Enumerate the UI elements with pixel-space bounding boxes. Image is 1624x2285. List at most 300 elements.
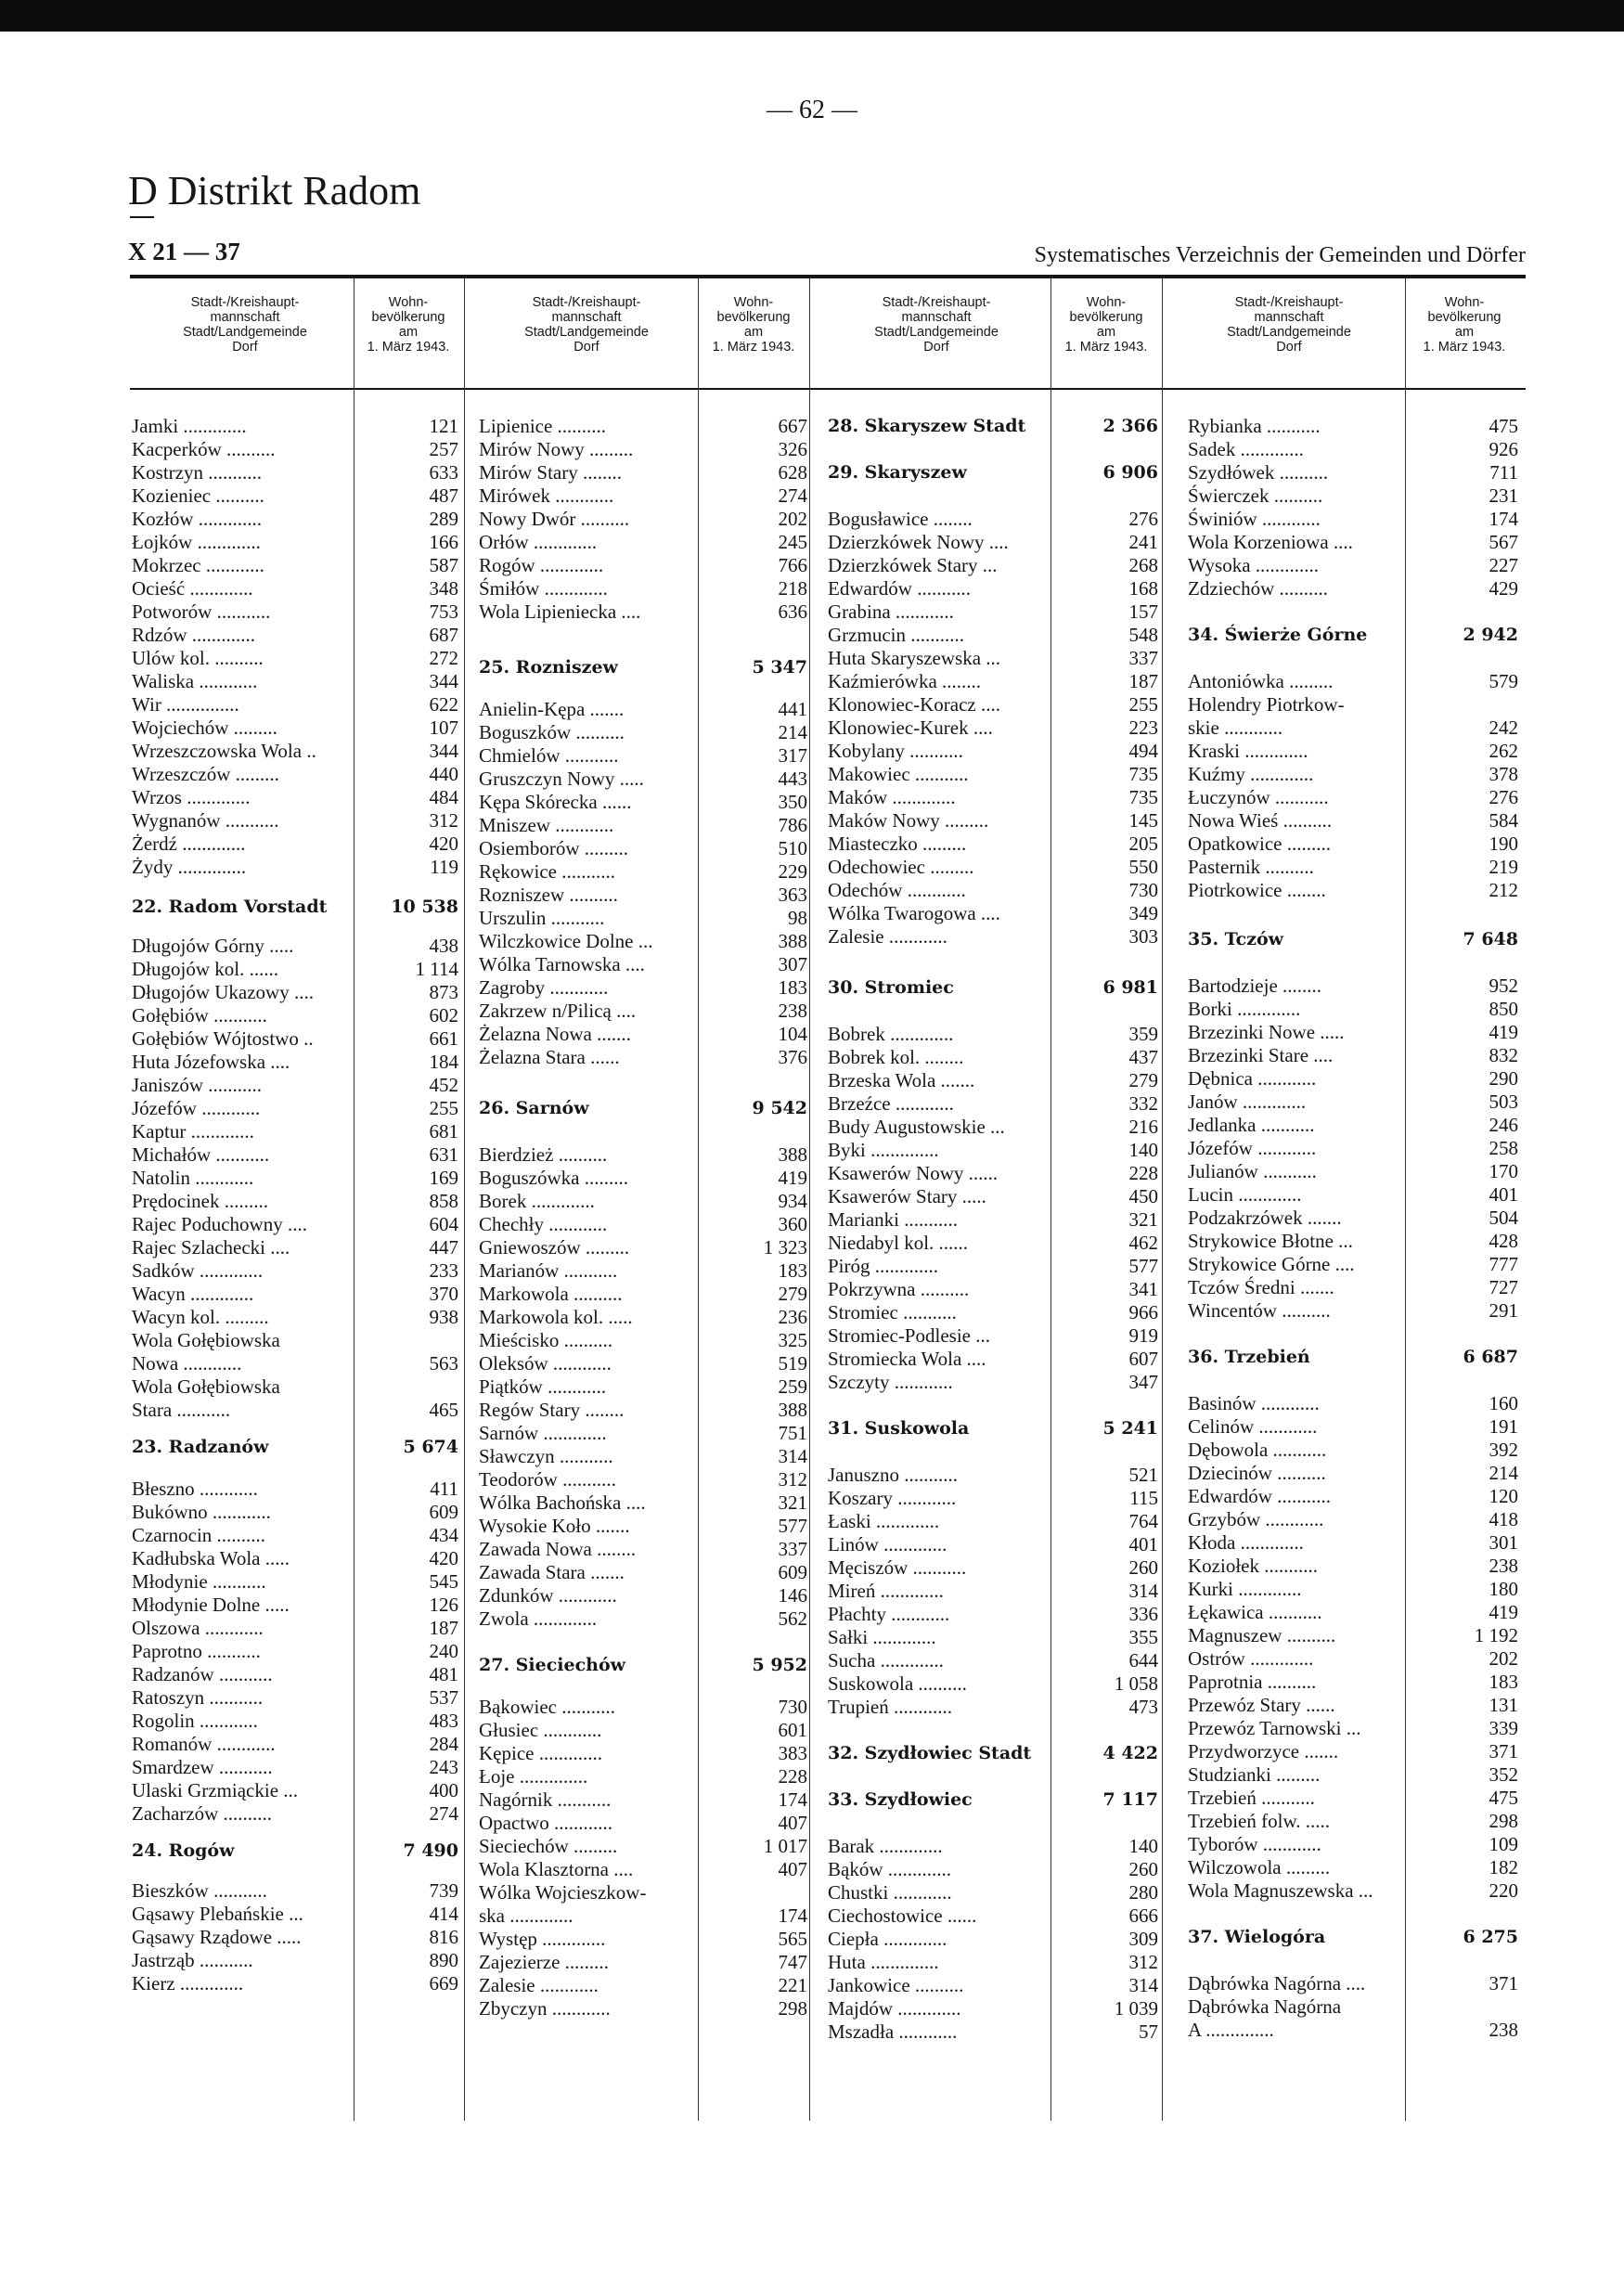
- locality-row: [132, 484, 458, 508]
- place-name: Ulów kol. ..........: [132, 647, 264, 669]
- place-name: Wilczowola .........: [1188, 1856, 1331, 1878]
- population-value: 314: [778, 1445, 807, 1467]
- place-name: Stromiecka Wola ....: [828, 1348, 986, 1370]
- place-name: Bobrek kol. ........: [828, 1046, 964, 1068]
- population-value: 1 192: [1474, 1624, 1518, 1646]
- place-name: Budy Augustowskie ...: [828, 1116, 1005, 1138]
- population-value: 168: [1128, 577, 1158, 600]
- locality-row: [1188, 975, 1518, 998]
- locality-row: [828, 879, 1158, 902]
- population-value: 212: [1489, 879, 1518, 901]
- place-name: Łojków .............: [132, 531, 261, 553]
- locality-row: [1188, 1439, 1518, 1462]
- population-value: 260: [1128, 1556, 1158, 1579]
- population-value: 371: [1489, 1972, 1518, 1995]
- place-name: Czarnocin ..........: [132, 1524, 266, 1546]
- population-value: 272: [429, 647, 458, 669]
- locality-row: [479, 791, 807, 814]
- population-value: 370: [429, 1283, 458, 1305]
- population-value: 236: [778, 1306, 807, 1328]
- locality-row: [1188, 531, 1518, 554]
- place-name: Boguszków ..........: [479, 721, 625, 743]
- column-divider: [809, 278, 810, 2121]
- place-name: Ulaski Grzmiąckie ...: [132, 1779, 299, 1801]
- place-name: Wola Magnuszewska ...: [1188, 1879, 1373, 1902]
- population-value: 104: [778, 1023, 807, 1045]
- population-value: 666: [1128, 1904, 1158, 1927]
- place-name: Świerczek ..........: [1188, 484, 1323, 507]
- population-value: 107: [429, 716, 458, 739]
- place-name: 37. Wielogóra: [1188, 1927, 1326, 1947]
- locality-row: [479, 1584, 807, 1607]
- locality-row: [132, 1640, 458, 1663]
- locality-row: [828, 1092, 1158, 1116]
- population-value: 309: [1128, 1928, 1158, 1950]
- locality-row: [828, 1464, 1158, 1487]
- locality-row: [828, 647, 1158, 670]
- population-value: 274: [429, 1802, 458, 1825]
- population-value: 753: [429, 600, 458, 623]
- place-name: Opatkowice .........: [1188, 833, 1331, 855]
- place-name: Anielin-Kępa .......: [479, 698, 625, 720]
- locality-row: [1188, 1230, 1518, 1253]
- place-name: Sucha .............: [828, 1649, 944, 1672]
- district-row: [132, 1840, 458, 1863]
- population-value: 214: [1489, 1462, 1518, 1484]
- population-value: 169: [429, 1167, 458, 1189]
- place-name: Rozniszew ..........: [479, 884, 618, 906]
- population-value: 419: [1489, 1601, 1518, 1623]
- population-value: 418: [1489, 1508, 1518, 1530]
- locality-row: [479, 1515, 807, 1538]
- place-name: Barak .............: [828, 1835, 943, 1857]
- place-name: Długojów Ukazowy ....: [132, 981, 314, 1003]
- locality-row: [1188, 1207, 1518, 1230]
- place-name: Trzebień ...........: [1188, 1787, 1315, 1809]
- locality-row: [132, 508, 458, 531]
- place-name: Wola Gołębiowska: [132, 1329, 280, 1351]
- locality-row: [1188, 1647, 1518, 1671]
- place-name: Młodynie ...........: [132, 1570, 266, 1593]
- place-name: Klonowiec-Koracz ....: [828, 693, 1001, 716]
- locality-row: [828, 1881, 1158, 1904]
- locality-row: [828, 1696, 1158, 1719]
- population-value: 359: [1128, 1023, 1158, 1045]
- place-name: Sałki .............: [828, 1626, 936, 1648]
- place-name: Występ .............: [479, 1928, 606, 1950]
- population-value: 481: [429, 1663, 458, 1685]
- district-row: [828, 1417, 1158, 1440]
- place-name: Kuźmy .............: [1188, 763, 1314, 785]
- population-value: 1 039: [1114, 1997, 1158, 2020]
- place-name: Żelazna Nowa .......: [479, 1023, 631, 1045]
- place-name: Huta ..............: [828, 1951, 939, 1973]
- population-value: 187: [1128, 670, 1158, 692]
- header-pop-3: Wohn- bevölkerung am 1. März 1943.: [1064, 295, 1148, 355]
- locality-row: [1188, 1392, 1518, 1415]
- place-name: Ciechostowice ......: [828, 1904, 977, 1927]
- locality-row: [828, 1116, 1158, 1139]
- place-name: Brzeźce ............: [828, 1092, 954, 1115]
- place-name: Zalesie ............: [479, 1974, 599, 1996]
- population-value: 257: [429, 438, 458, 460]
- place-name: Brzezinki Stare ....: [1188, 1044, 1334, 1066]
- place-name: Ksawerów Nowy ......: [828, 1162, 999, 1184]
- population-value: 584: [1489, 809, 1518, 832]
- locality-row: [828, 1904, 1158, 1928]
- place-name: Wysokie Koło .......: [479, 1515, 630, 1537]
- population-value: 182: [1489, 1856, 1518, 1878]
- locality-row: [132, 1802, 458, 1826]
- header-name-4: Stadt-/Kreishaupt- mannschaft Stadt/Landgemeinde Dorf: [1227, 295, 1351, 355]
- locality-row: [1188, 508, 1518, 531]
- population-value: 414: [429, 1903, 458, 1925]
- population-value: 644: [1128, 1649, 1158, 1672]
- locality-row: [479, 1190, 807, 1213]
- place-name: Ciepła .............: [828, 1928, 947, 1950]
- population-value: 174: [778, 1788, 807, 1811]
- place-name: Kozieniec ..........: [132, 484, 264, 507]
- locality-row: [132, 1236, 458, 1259]
- population-value: 378: [1489, 763, 1518, 785]
- place-name: Ostrów .............: [1188, 1647, 1314, 1670]
- place-name: Zawada Nowa ........: [479, 1538, 637, 1560]
- place-name: Teodorów ...........: [479, 1468, 616, 1491]
- locality-row: [828, 1348, 1158, 1371]
- place-name: Józefów ............: [1188, 1137, 1317, 1159]
- locality-row: [479, 1422, 807, 1445]
- place-name: Opactwo ............: [479, 1812, 613, 1834]
- place-name: Edwardów ...........: [828, 577, 971, 600]
- place-name: Urszulin ...........: [479, 907, 605, 929]
- place-name: 33. Szydłowiec: [828, 1789, 973, 1810]
- population-value: 174: [778, 1904, 807, 1927]
- place-name: Dąbrówka Nagórna ....: [1188, 1972, 1366, 1995]
- place-name: Kaptur .............: [132, 1120, 254, 1142]
- population-value: 301: [1489, 1531, 1518, 1554]
- locality-row: [479, 1167, 807, 1190]
- place-name: Dębowola ...........: [1188, 1439, 1327, 1461]
- place-name: Stara ...........: [132, 1399, 231, 1421]
- population-value: 363: [778, 884, 807, 906]
- place-name: 22. Radom Vorstadt: [132, 897, 328, 917]
- population-value: 140: [1128, 1835, 1158, 1857]
- place-name: Wilczkowice Dolne ...: [479, 930, 653, 952]
- place-name: Zajezierze .........: [479, 1951, 609, 1973]
- place-name: Janów .............: [1188, 1091, 1307, 1113]
- place-name: Zdunków ............: [479, 1584, 617, 1607]
- locality-row: [828, 763, 1158, 786]
- place-name: Tczów Średni .......: [1188, 1276, 1334, 1298]
- place-name: Romanów ............: [132, 1733, 276, 1755]
- place-name: Żerdź .............: [132, 833, 246, 855]
- place-name: Niedabyl kol. ......: [828, 1232, 969, 1254]
- title-underline: [130, 216, 154, 218]
- population-value: 388: [778, 1399, 807, 1421]
- place-name: Mszadła ............: [828, 2020, 958, 2043]
- population-value: 131: [1489, 1694, 1518, 1716]
- place-name: Holendry Piotrkow-: [1188, 693, 1345, 716]
- locality-row: [479, 1561, 807, 1584]
- locality-row: [132, 763, 458, 786]
- place-name: Bąków .............: [828, 1858, 951, 1880]
- place-name: Byki ..............: [828, 1139, 939, 1161]
- locality-row: [1188, 438, 1518, 461]
- place-name: Sadek .............: [1188, 438, 1304, 460]
- place-name: Bobrek .............: [828, 1023, 954, 1045]
- population-value: 735: [1128, 786, 1158, 808]
- column-divider: [1162, 278, 1163, 2121]
- locality-row: [1188, 1091, 1518, 1114]
- place-name: 30. Stromiec: [828, 977, 954, 998]
- district-row: [479, 656, 807, 679]
- place-name: Nowa Wieś ..........: [1188, 809, 1333, 832]
- population-value: 420: [429, 1547, 458, 1569]
- place-name: Męciszów ...........: [828, 1556, 967, 1579]
- population-value: 259: [778, 1375, 807, 1398]
- locality-row: [828, 1997, 1158, 2020]
- place-name: Gniewoszów .........: [479, 1236, 630, 1259]
- population-value: 314: [1128, 1580, 1158, 1602]
- locality-row: [828, 1139, 1158, 1162]
- header-pop-4: Wohn- bevölkerung am 1. März 1943.: [1423, 295, 1506, 355]
- place-name: Głusiec ............: [479, 1719, 602, 1741]
- population-value: 609: [429, 1501, 458, 1523]
- place-name: Zwola .............: [479, 1607, 598, 1630]
- locality-row: [1188, 1160, 1518, 1183]
- place-name: Gąsawy Rządowe .....: [132, 1926, 302, 1948]
- population-value: 604: [429, 1213, 458, 1235]
- population-value: 4 422: [1102, 1743, 1158, 1763]
- population-value: 438: [429, 935, 458, 957]
- population-value: 766: [778, 554, 807, 576]
- place-name: 26. Sarnów: [479, 1098, 589, 1118]
- population-value: 191: [1489, 1415, 1518, 1438]
- locality-row: [479, 1000, 807, 1023]
- place-name: Kępice .............: [479, 1742, 602, 1764]
- place-name: Stromiec ...........: [828, 1301, 957, 1323]
- district-row: [1188, 624, 1518, 647]
- locality-row: [1188, 415, 1518, 438]
- locality-row: [828, 833, 1158, 856]
- locality-row: [828, 1046, 1158, 1069]
- locality-row: [828, 1533, 1158, 1556]
- population-value: 545: [429, 1570, 458, 1593]
- population-value: 2 366: [1102, 416, 1158, 436]
- place-name: Wysoka .............: [1188, 554, 1320, 576]
- population-value: 268: [1128, 554, 1158, 576]
- population-value: 400: [429, 1779, 458, 1801]
- population-value: 187: [429, 1617, 458, 1639]
- population-value: 548: [1128, 624, 1158, 646]
- locality-row: [479, 1306, 807, 1329]
- locality-row: [828, 1556, 1158, 1580]
- place-name: Zakrzew n/Pilicą ....: [479, 1000, 637, 1022]
- locality-row: [132, 981, 458, 1004]
- locality-row: [1188, 786, 1518, 809]
- place-name: Pasternik ..........: [1188, 856, 1314, 878]
- population-value: 298: [1489, 1810, 1518, 1832]
- locality-row: [1188, 716, 1518, 740]
- population-value: 284: [429, 1733, 458, 1755]
- place-name: Jamki .............: [132, 415, 247, 437]
- locality-row: [479, 1607, 807, 1631]
- place-name: Wrzeszczowska Wola ..: [132, 740, 316, 762]
- locality-row: [828, 716, 1158, 740]
- population-value: 262: [1489, 740, 1518, 762]
- population-value: 339: [1489, 1717, 1518, 1739]
- locality-row: [132, 1143, 458, 1167]
- locality-row: [828, 1928, 1158, 1951]
- population-value: 739: [429, 1879, 458, 1902]
- place-name: Natolin ............: [132, 1167, 254, 1189]
- population-value: 376: [778, 1046, 807, 1068]
- locality-row: [1188, 998, 1518, 1021]
- population-value: 483: [429, 1710, 458, 1732]
- population-value: 5 952: [752, 1655, 807, 1675]
- place-name: Kępa Skórecka ......: [479, 791, 632, 813]
- locality-row: [828, 624, 1158, 647]
- population-value: 727: [1489, 1276, 1518, 1298]
- population-value: 290: [1489, 1067, 1518, 1090]
- locality-row: [132, 1756, 458, 1779]
- locality-row: [479, 1997, 807, 2020]
- locality-row: [479, 884, 807, 907]
- population-value: 360: [778, 1213, 807, 1235]
- locality-row: [132, 1478, 458, 1501]
- population-value: 633: [429, 461, 458, 484]
- population-value: 349: [1128, 902, 1158, 924]
- place-name: Zbyczyn ............: [479, 1997, 611, 2020]
- locality-row: [132, 1004, 458, 1027]
- locality-row: [828, 1487, 1158, 1510]
- population-value: 669: [429, 1972, 458, 1995]
- district-row: [479, 1654, 807, 1677]
- population-value: 218: [778, 577, 807, 600]
- place-name: Wólka Twarogowa ....: [828, 902, 1000, 924]
- population-value: 183: [1489, 1671, 1518, 1693]
- locality-row: [828, 1580, 1158, 1603]
- population-value: 214: [778, 721, 807, 743]
- population-value: 7 648: [1463, 929, 1518, 949]
- place-name: 25. Rozniszew: [479, 657, 618, 678]
- place-name: Piróg .............: [828, 1255, 939, 1277]
- place-name: Marianki ...........: [828, 1208, 958, 1231]
- place-name: Bukówno ............: [132, 1501, 271, 1523]
- place-name: Olszowa ............: [132, 1617, 264, 1639]
- population-value: 276: [1489, 786, 1518, 808]
- place-name: Wola Korzeniowa ....: [1188, 531, 1353, 553]
- place-name: Boguszówka .........: [479, 1167, 628, 1189]
- locality-row: [1188, 2019, 1518, 2042]
- locality-row: [1188, 763, 1518, 786]
- population-value: 291: [1489, 1299, 1518, 1322]
- locality-row: [1188, 1415, 1518, 1439]
- locality-row: [479, 1329, 807, 1352]
- place-name: Nowy Dwór ..........: [479, 508, 630, 530]
- population-value: 219: [1489, 856, 1518, 878]
- population-value: 258: [1489, 1137, 1518, 1159]
- locality-row: [479, 953, 807, 976]
- population-value: 326: [778, 438, 807, 460]
- place-name: Edwardów ...........: [1188, 1485, 1331, 1507]
- population-value: 180: [1489, 1578, 1518, 1600]
- place-name: skie ............: [1188, 716, 1283, 739]
- locality-row: [479, 554, 807, 577]
- place-name: Linów .............: [828, 1533, 947, 1556]
- place-name: Sławczyn ...........: [479, 1445, 613, 1467]
- place-name: Studzianki .........: [1188, 1763, 1321, 1786]
- place-name: Rogolin ............: [132, 1710, 258, 1732]
- population-value: 407: [778, 1858, 807, 1880]
- locality-row: [132, 577, 458, 600]
- district-row: [132, 896, 458, 919]
- place-name: Przydworzyce .......: [1188, 1740, 1339, 1762]
- population-value: 166: [429, 531, 458, 553]
- locality-row: [828, 1603, 1158, 1626]
- population-value: 336: [1128, 1603, 1158, 1625]
- locality-row: [828, 1023, 1158, 1046]
- locality-row: [1188, 1021, 1518, 1044]
- population-value: 622: [429, 693, 458, 716]
- locality-row: [828, 600, 1158, 624]
- place-name: Miasteczko .........: [828, 833, 967, 855]
- place-name: Zacharzów ..........: [132, 1802, 273, 1825]
- place-name: Wrzos .............: [132, 786, 251, 808]
- population-value: 388: [778, 1143, 807, 1166]
- locality-row: [828, 1672, 1158, 1696]
- place-name: 32. Szydłowiec Stadt: [828, 1743, 1032, 1763]
- population-value: 919: [1128, 1324, 1158, 1347]
- place-name: Koszary ............: [828, 1487, 957, 1509]
- population-value: 115: [1129, 1487, 1158, 1509]
- place-name: Smardzew ...........: [132, 1756, 273, 1778]
- population-value: 298: [778, 1997, 807, 2020]
- locality-row: [1188, 1694, 1518, 1717]
- population-value: 348: [429, 577, 458, 600]
- population-value: 241: [1128, 531, 1158, 553]
- place-name: Majdów .............: [828, 1997, 961, 2020]
- population-value: 5 347: [752, 657, 807, 678]
- place-name: Gołębiów Wójtostwo ..: [132, 1027, 314, 1050]
- population-value: 279: [778, 1283, 807, 1305]
- population-value: 10 538: [391, 897, 458, 917]
- population-value: 5 674: [403, 1437, 458, 1457]
- locality-row: [132, 438, 458, 461]
- population-value: 730: [778, 1696, 807, 1718]
- place-name: A ..............: [1188, 2019, 1274, 2041]
- population-value: 484: [429, 786, 458, 808]
- page-number: — 62 —: [767, 96, 857, 124]
- locality-row: [132, 1663, 458, 1686]
- place-name: Mieścisko ..........: [479, 1329, 613, 1351]
- population-value: 228: [1128, 1162, 1158, 1184]
- locality-row: [1188, 879, 1518, 902]
- locality-row: [1188, 484, 1518, 508]
- locality-row: [132, 856, 458, 879]
- place-name: Rybianka ...........: [1188, 415, 1321, 437]
- locality-row: [479, 1143, 807, 1167]
- locality-row: [479, 1719, 807, 1742]
- district-row: [132, 1436, 458, 1459]
- population-value: 747: [778, 1951, 807, 1973]
- population-value: 2 942: [1463, 625, 1518, 645]
- locality-row: [479, 1399, 807, 1422]
- place-name: Sadków .............: [132, 1259, 264, 1282]
- locality-row: [132, 1259, 458, 1283]
- place-name: Rajec Szlachecki ....: [132, 1236, 290, 1259]
- locality-row: [828, 1951, 1158, 1974]
